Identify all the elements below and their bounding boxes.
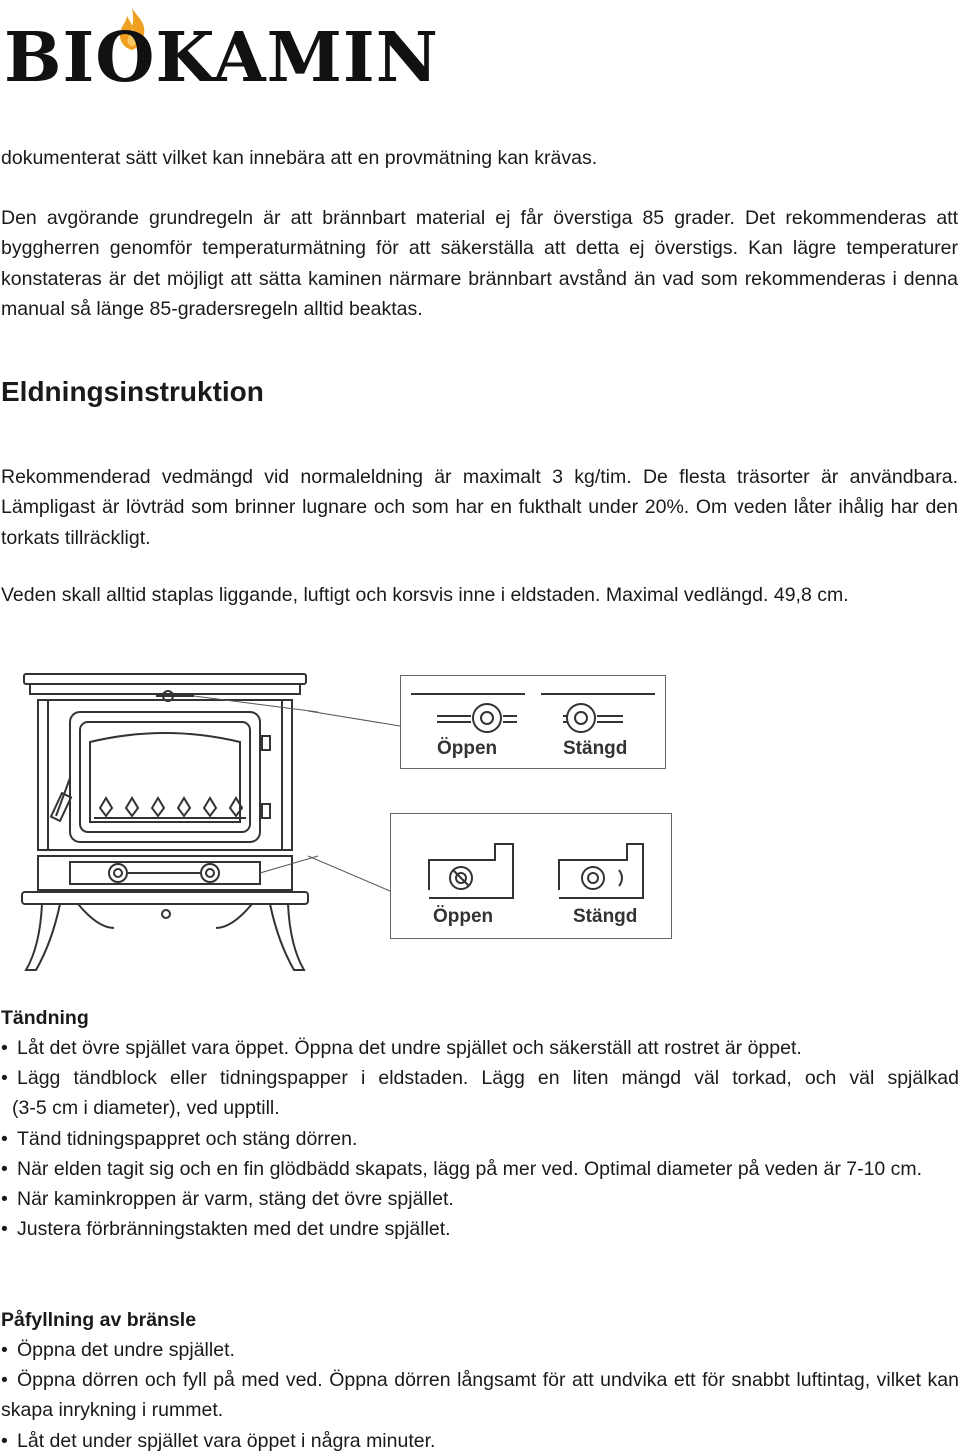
list-item: • Öppna det undre spjället. [1, 1339, 235, 1361]
upper-closed-label: Stängd [563, 738, 628, 759]
upper-open-label: Öppen [437, 738, 498, 759]
paragraph-wood-amount: Rekommenderad vedmängd vid normaleldning är maximalt 3 kg/tim. De flesta träsorter är användbara. Lämpligast är lövträd som brinner lugnare och som har en fukthalt under 20%. Om veden låter ihålig har den torkats tillräckligt. [1, 466, 958, 549]
paragraph-intro: dokumenterat sätt vilket kan innebära att en provmätning kan krävas. [1, 147, 598, 169]
upper-damper-detail [400, 675, 666, 769]
brand-wordmark: BIOKAMIN [4, 18, 439, 98]
list-item: (3-5 cm i diameter), ved upptill. [12, 1097, 280, 1120]
pafyllning-list [1, 1335, 959, 1456]
list-item: • Justera förbränningstakten med det undre spjället. [1, 1218, 451, 1241]
tandning-heading: Tändning [1, 1007, 89, 1029]
tandning-list [1, 1033, 959, 1244]
section-heading: Eldningsinstruktion [1, 376, 264, 407]
lower-damper-detail [390, 813, 672, 939]
list-item: • Tänd tidningspappret och stäng dörren. [1, 1127, 358, 1150]
list-item: • Lägg tändblock eller tidningspapper i eldstaden. Lägg en liten mängd väl torkad, och väl spjälkad [1, 1067, 959, 1090]
pafyllning-heading: Påfyllning av bränsle [1, 1309, 197, 1331]
stove-damper-figure [18, 666, 678, 976]
stove-illustration [18, 666, 318, 976]
lower-closed-label: Stängd [573, 906, 638, 927]
brand-logo [4, 6, 439, 98]
list-item: • Öppna dörren och fyll på med ved. Öppna dörren långsamt för att undvika ett för snabbt luftintag, vilket kan skapa inrykning i rummet. [1, 1369, 959, 1422]
list-item: • Låt det under spjället vara öppet i några minuter. [1, 1429, 436, 1452]
list-item: • Låt det övre spjället vara öppet. Öppna det undre spjället och säkerställ att rostret är öppet. [1, 1037, 802, 1059]
list-item: • När kaminkroppen är varm, stäng det övre spjället. [1, 1188, 454, 1211]
list-item: • När elden tagit sig och en fin glödbädd skapats, lägg på mer ved. Optimal diameter på veden är 7-10 cm. [1, 1157, 923, 1180]
paragraph-85-degree-rule: Den avgörande grundregeln är att brännbart material ej får överstiga 85 grader. Det rekommenderas att byggherren genomför temperaturmätning för att säkerställa att detta ej överstigs. Kan lägre temperaturer konstateras är det möjligt att sätta kaminen närmare brännbart avstånd än vad som rekommenderas i denna manual så länge 85-gradersregeln alltid beaktas. [1, 207, 958, 320]
lower-open-label: Öppen [433, 906, 494, 927]
paragraph-wood-stacking: Veden skall alltid staplas liggande, luftigt och korsvis inne i eldstaden. Maximal vedlängd. 49,8 cm. [1, 584, 849, 606]
